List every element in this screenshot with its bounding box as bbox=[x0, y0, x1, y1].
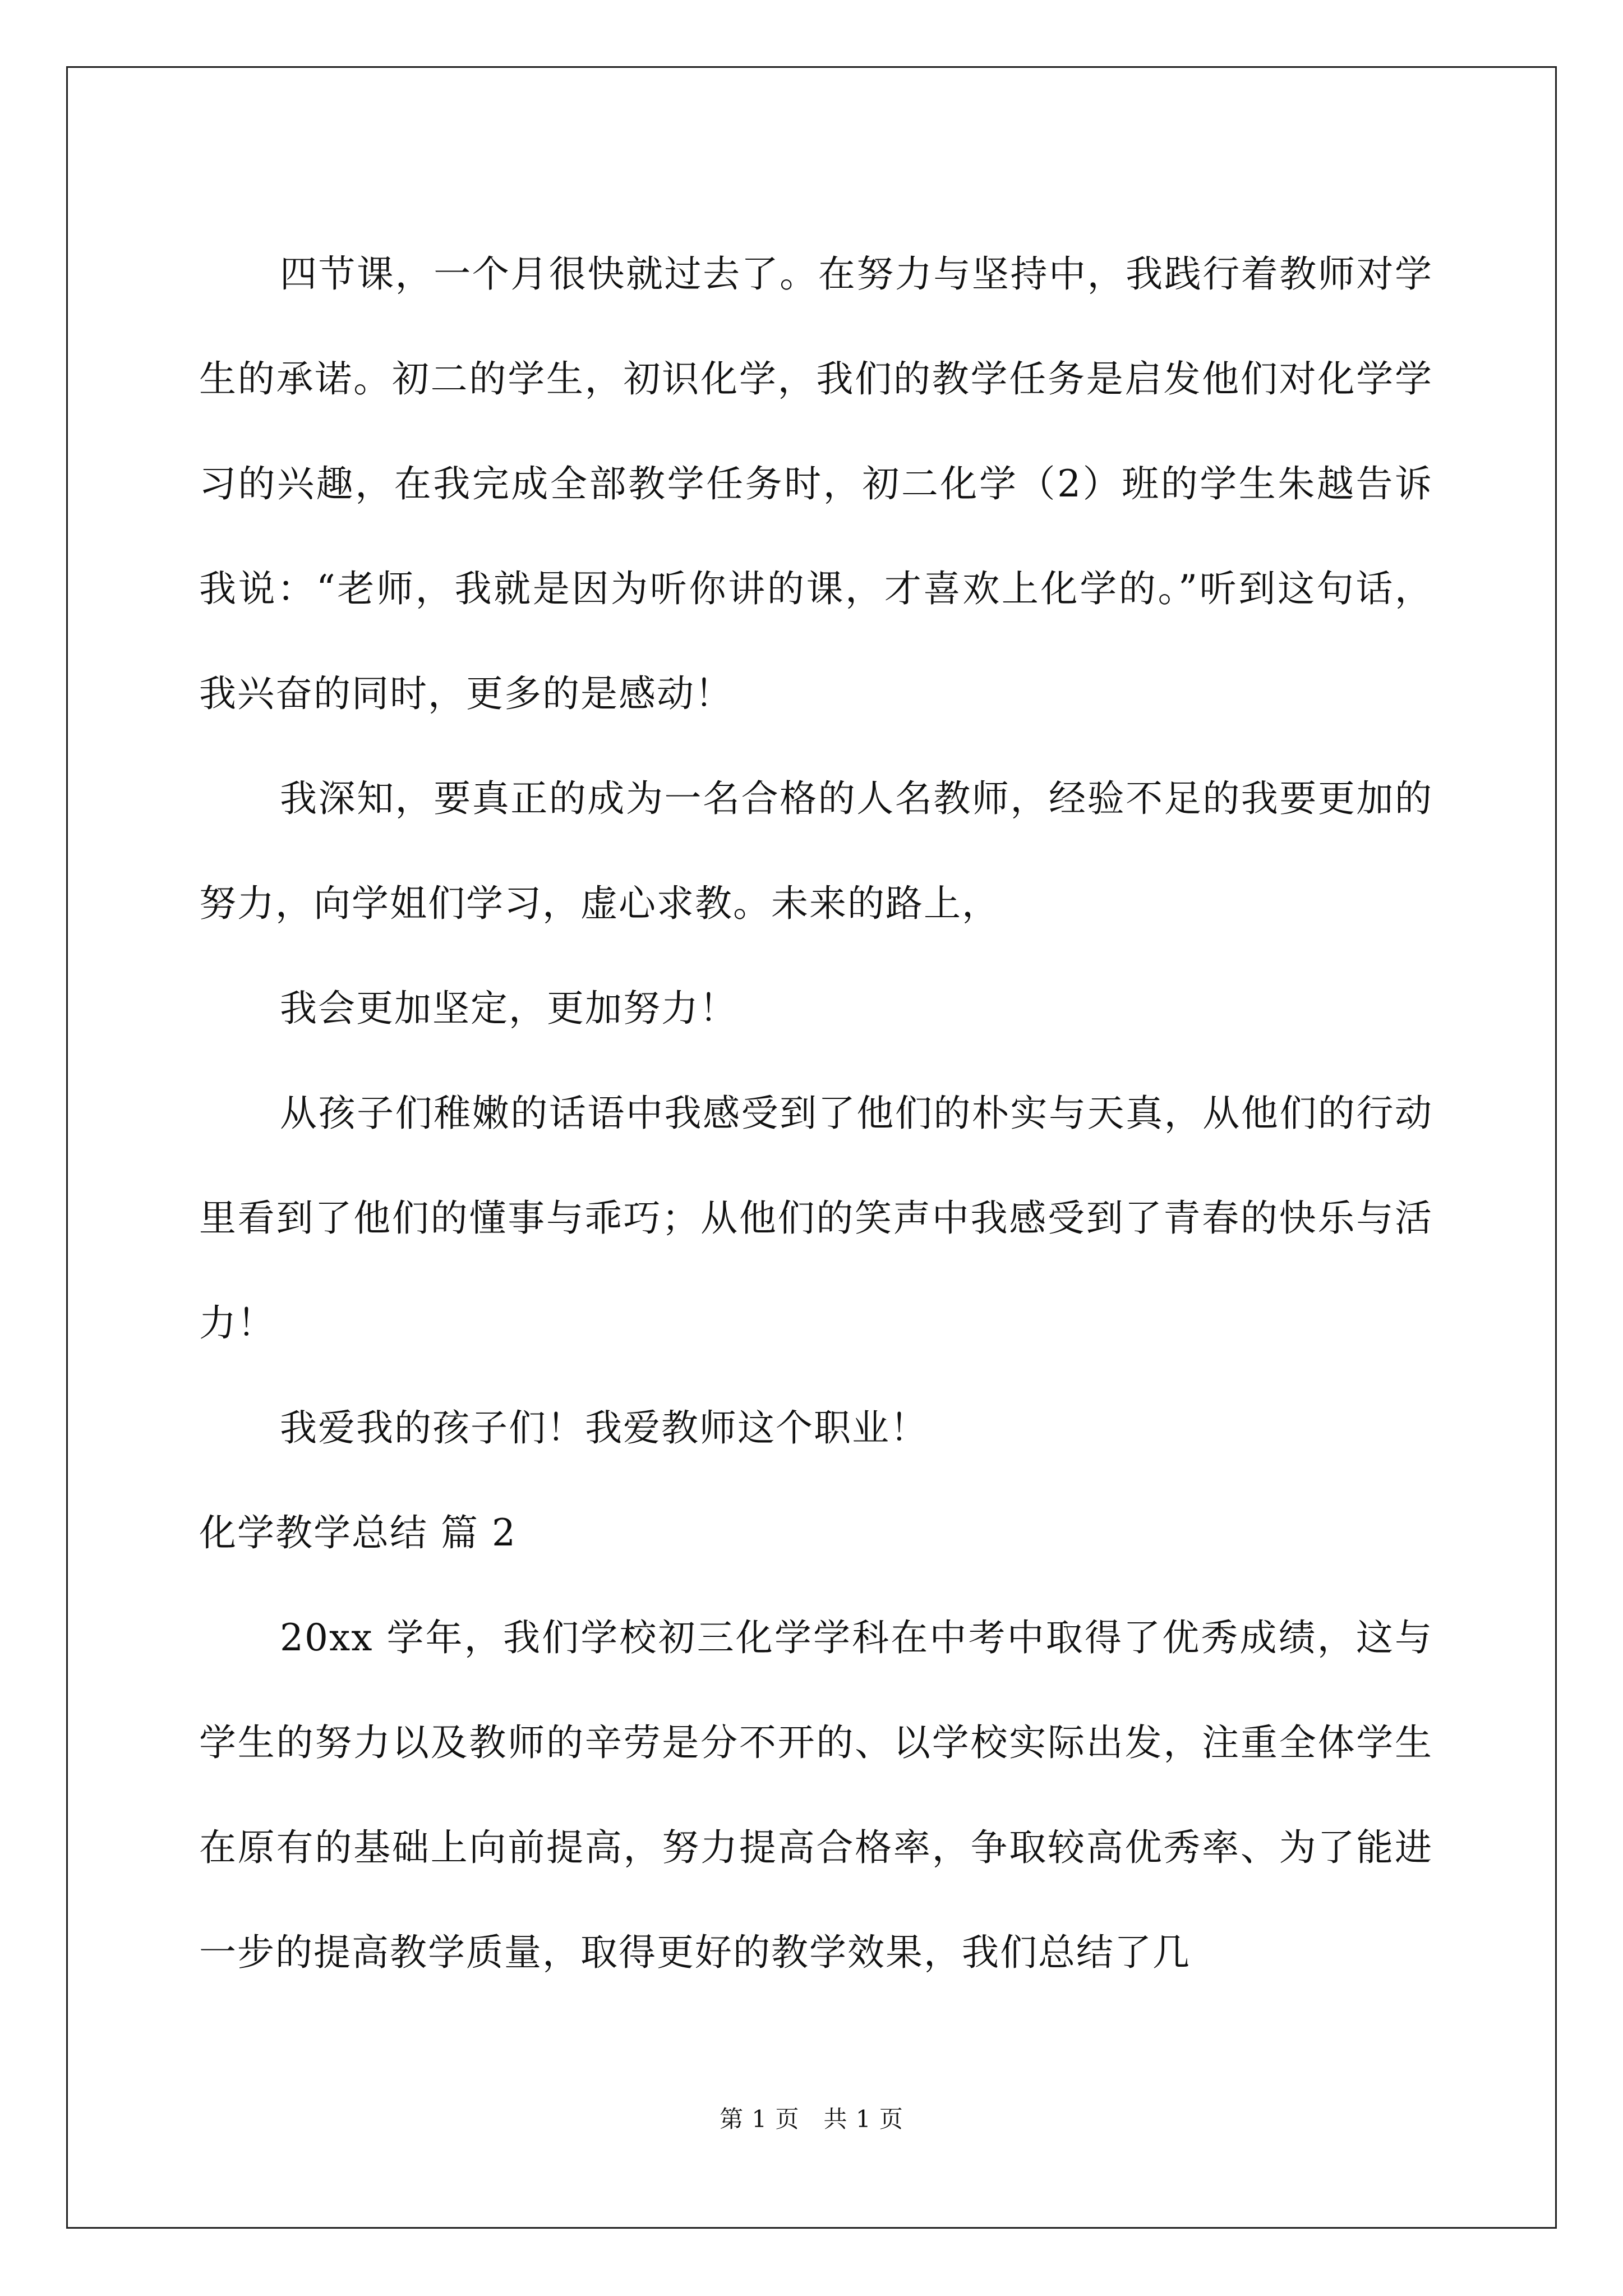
paragraph: 我深知，要真正的成为一名合格的人名教师，经验不足的我要更加的努力，向学姐们学习，虚心求教。未来的路上， bbox=[199, 777, 1433, 925]
section-heading: 化学教学总结 篇 2 bbox=[199, 1511, 517, 1554]
page-number-footer: 第 1 页 共 1 页 bbox=[720, 2105, 903, 2133]
paragraph: 20xx 学年，我们学校初三化学学科在中考中取得了优秀成绩，这与学生的努力以及教师的辛劳是分不开的、以学校实际出发，注重全体学生在原有的基础上向前提高，努力提高合格率，争取较高优秀率、为了能进一步的提高教学质量，取得更好的教学效果，我们总结了几 bbox=[199, 1616, 1433, 1974]
paragraph: 我爱我的孩子们！我爱教师这个职业！ bbox=[280, 1406, 928, 1450]
paragraph: 从孩子们稚嫩的话语中我感受到了他们的朴实与天真，从他们的行动里看到了他们的懂事与乖巧；从他们的笑声中我感受到了青春的快乐与活力！ bbox=[199, 1092, 1433, 1345]
paragraph: 我会更加坚定，更加努力！ bbox=[280, 987, 737, 1030]
document-body bbox=[199, 222, 1433, 2005]
paragraph: 四节课，一个月很快就过去了。在努力与坚持中，我践行着教师对学生的承诺。初二的学生，初识化学，我们的教学任务是启发他们对化学学习的兴趣，在我完成全部教学任务时，初二化学（2）班的学生朱越告诉我说：“老师，我就是因为听你讲的课，才喜欢上化学的。”听到这句话，我兴奋的同时，更多的是感动！ bbox=[199, 252, 1433, 715]
